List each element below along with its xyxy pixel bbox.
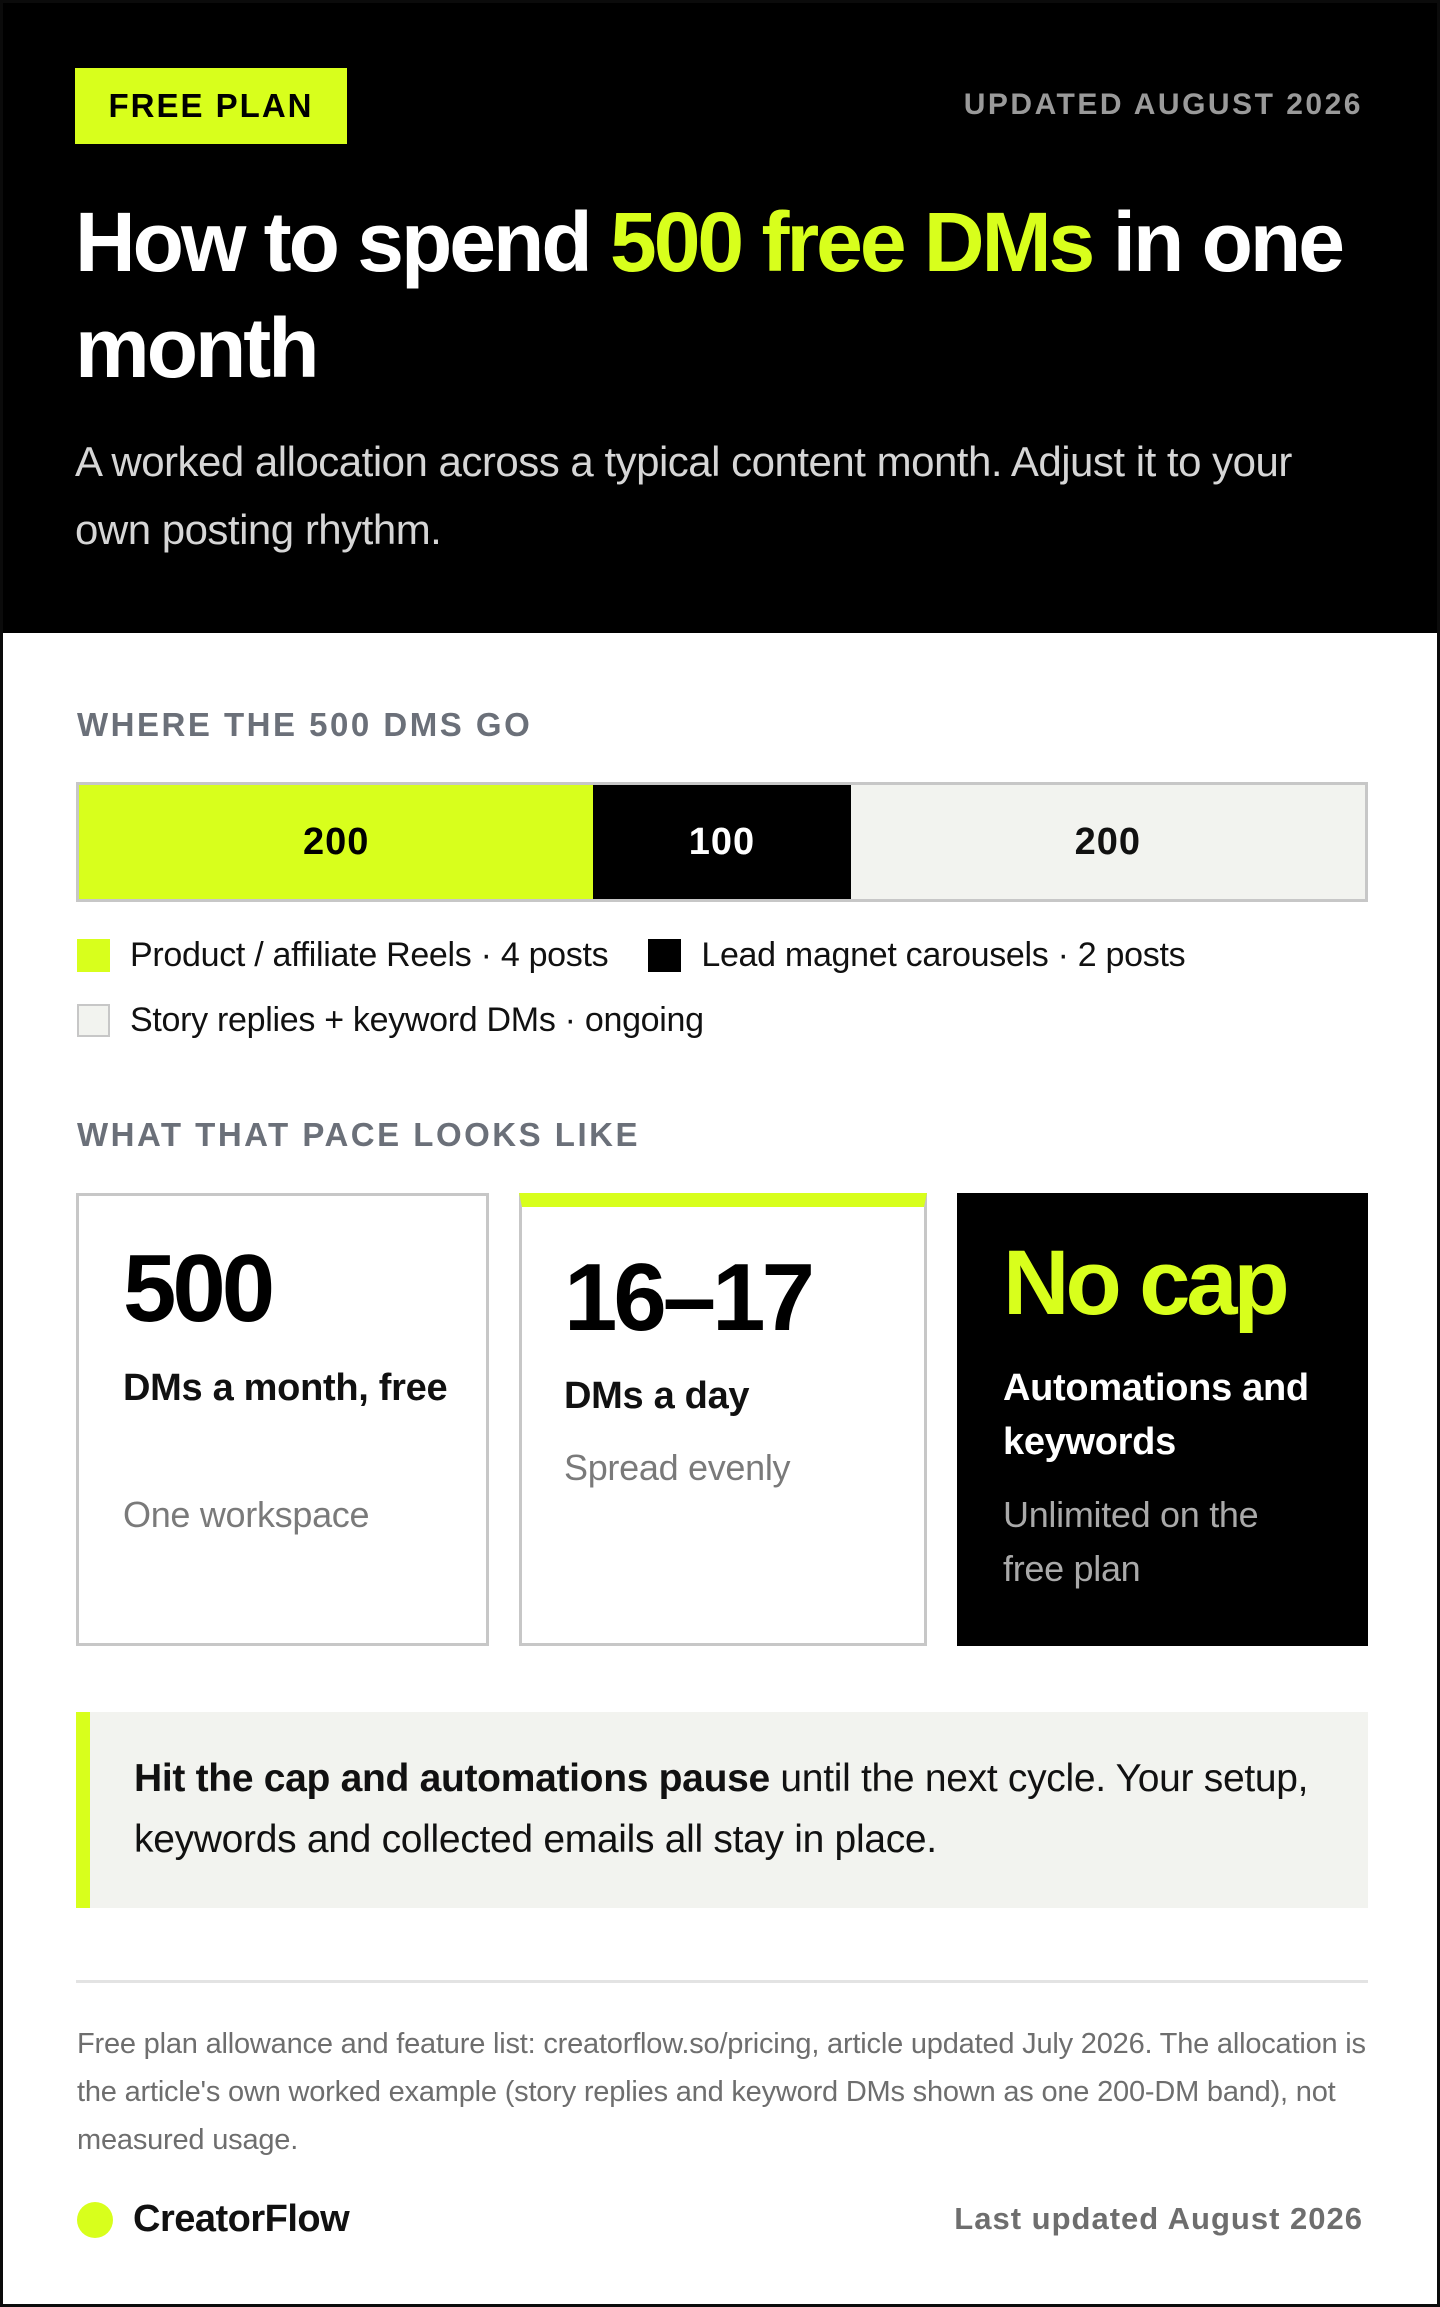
allocation-segment-carousels xyxy=(593,785,850,899)
legend-label: Product / affiliate Reels · 4 posts xyxy=(130,936,609,974)
stat-number: 16–17 xyxy=(564,1244,811,1351)
allocation-section-label: WHERE THE 500 DMS GO xyxy=(77,706,533,743)
legend-swatch-light xyxy=(77,1004,110,1037)
stat-heading: Automations and keywords xyxy=(1003,1367,1309,1463)
legend-swatch-black xyxy=(648,939,681,972)
legend-row xyxy=(77,1001,744,1040)
cap-callout xyxy=(76,1712,1368,1908)
callout-text xyxy=(134,1748,1334,1870)
updated-date-footer: Last updated August 2026 xyxy=(954,2201,1363,2236)
stat-heading: DMs a day xyxy=(564,1375,750,1417)
brand-dot-icon xyxy=(77,2202,113,2238)
title-text-end: in one month xyxy=(75,195,1342,395)
hero-header xyxy=(3,3,1437,633)
legend-row xyxy=(77,936,1225,975)
callout-rest: until the next cycle. Your setup, keywords and collected emails all stay in place. xyxy=(134,1757,1309,1861)
legend-label: Lead magnet carousels · 2 posts xyxy=(701,936,1186,974)
stat-subtext: Spread evenly xyxy=(564,1447,791,1488)
segment-value: 200 xyxy=(302,820,370,863)
updated-date-header: UPDATED AUGUST 2026 xyxy=(963,88,1363,121)
legend-item xyxy=(77,936,608,975)
stat-subtext: One workspace xyxy=(123,1494,370,1535)
stat-card-daily xyxy=(519,1193,927,1646)
allocation-segment-story-replies xyxy=(851,785,1365,899)
segment-value: 200 xyxy=(1074,820,1141,863)
allocation-segment-reels xyxy=(79,785,593,899)
brand-name: CreatorFlow xyxy=(133,2198,350,2240)
stat-number: 500 xyxy=(123,1235,272,1342)
page-title xyxy=(75,189,1375,401)
brand-logo xyxy=(77,2198,349,2241)
title-highlight: 500 free DMs xyxy=(609,195,1093,289)
segment-value: 100 xyxy=(688,820,756,863)
page-subtitle: A worked allocation across a typical content month. Adjust it to your own posting rhythm. xyxy=(75,438,1292,553)
allocation-bar xyxy=(76,782,1368,902)
divider xyxy=(76,1980,1368,1983)
legend-item xyxy=(648,936,1185,975)
stat-subtext: Unlimited on the free plan xyxy=(1003,1494,1259,1589)
plan-badge: FREE PLAN xyxy=(75,68,347,144)
source-note: Free plan allowance and feature list: creatorflow.so/pricing, article updated July 2026. The allocation is the article's own worked example (story replies and keyword DMs shown as one 200-DM band), not measured usage. xyxy=(77,2028,1366,2156)
stat-heading: DMs a month, free xyxy=(123,1367,448,1409)
legend-label: Story replies + keyword DMs · ongoing xyxy=(130,1001,704,1039)
title-text-start: How to spend xyxy=(75,195,610,289)
stat-card-monthly xyxy=(76,1193,489,1646)
callout-bold: Hit the cap and automations pause xyxy=(134,1757,770,1800)
stat-number: No cap xyxy=(1003,1232,1286,1334)
pace-section-label: WHAT THAT PACE LOOKS LIKE xyxy=(77,1116,640,1153)
stat-card-automations xyxy=(957,1193,1368,1646)
legend-swatch-lime xyxy=(77,939,110,972)
legend-item xyxy=(77,1001,704,1040)
